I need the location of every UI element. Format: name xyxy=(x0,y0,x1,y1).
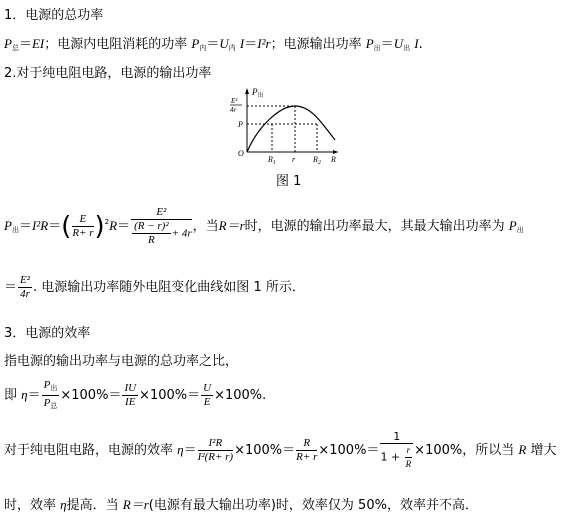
section1-formulas: $P_总=EI$；电源内电阻消耗的功率 $P_内=U_内$ I＝I²r；电源输出功率 $P_出=U_出$ I. xyxy=(4,36,423,52)
x-tick-r1: $R_1$ xyxy=(268,155,276,164)
x-tick-r2: $R_2$ xyxy=(313,155,321,164)
power-curve-chart xyxy=(225,84,345,164)
pure-resistor-efficiency: 对于纯电阻电路，电源的效率 η＝ $\frac{\text{I²R}}{\text{I²(R+ r)}}$ ×100%＝ $\frac{R}{R+ r}$ ×100%＝ 1 1 + $\frac{r}{R}$ ×100%，所以当 R 增大 xyxy=(4,430,557,469)
y-tick-max-den: 4r xyxy=(230,106,237,114)
efficiency-formula: 即 η＝ $P_出$ $P_总$ ×100%＝ $\frac{IU}{IE}$ ×100%＝ $\frac{U}{E}$ ×100%. xyxy=(4,379,267,410)
figure-caption: 图 1 xyxy=(276,174,302,189)
efficiency-definition: 指电源的输出功率与电源的总功率之比， xyxy=(4,354,239,369)
y-tick-max: E² xyxy=(231,97,238,105)
output-power-curve xyxy=(247,106,335,152)
efficiency-conclusion: 时，效率 η提高．当 R＝r(电源有最大输出功率)时，效率仅为 50%，效率并不高． xyxy=(4,497,478,513)
section2-heading: 2.对于纯电阻电路，电源的输出功率 xyxy=(4,66,212,81)
y-axis-label: $P_出$ xyxy=(252,87,264,99)
section1-heading: 1．电源的总功率 xyxy=(4,8,104,23)
y-arrow-icon xyxy=(245,88,249,94)
x-axis-label: R xyxy=(331,155,336,164)
x-tick-r: r xyxy=(292,155,296,164)
output-power-formula: $P_出=I^2R=$( $\frac{E}{R+ r}$ )$^2$R＝ E² $\frac{\text{(R − r)²}}{R}$ + 4r ，当R＝r时，电源的输出功率最大，其最大输出功率为 $P_出$ xyxy=(4,206,524,246)
max-power-line: ＝ $\frac{\text{E²}}{4r}$ . 电源输出功率随外电阻变化曲线如图 1 所示． xyxy=(4,274,305,300)
section3-heading: 3．电源的效率 xyxy=(4,326,91,341)
origin-label: O xyxy=(238,149,244,158)
x-arrow-icon xyxy=(333,150,338,154)
y-tick-p: P xyxy=(238,120,243,129)
